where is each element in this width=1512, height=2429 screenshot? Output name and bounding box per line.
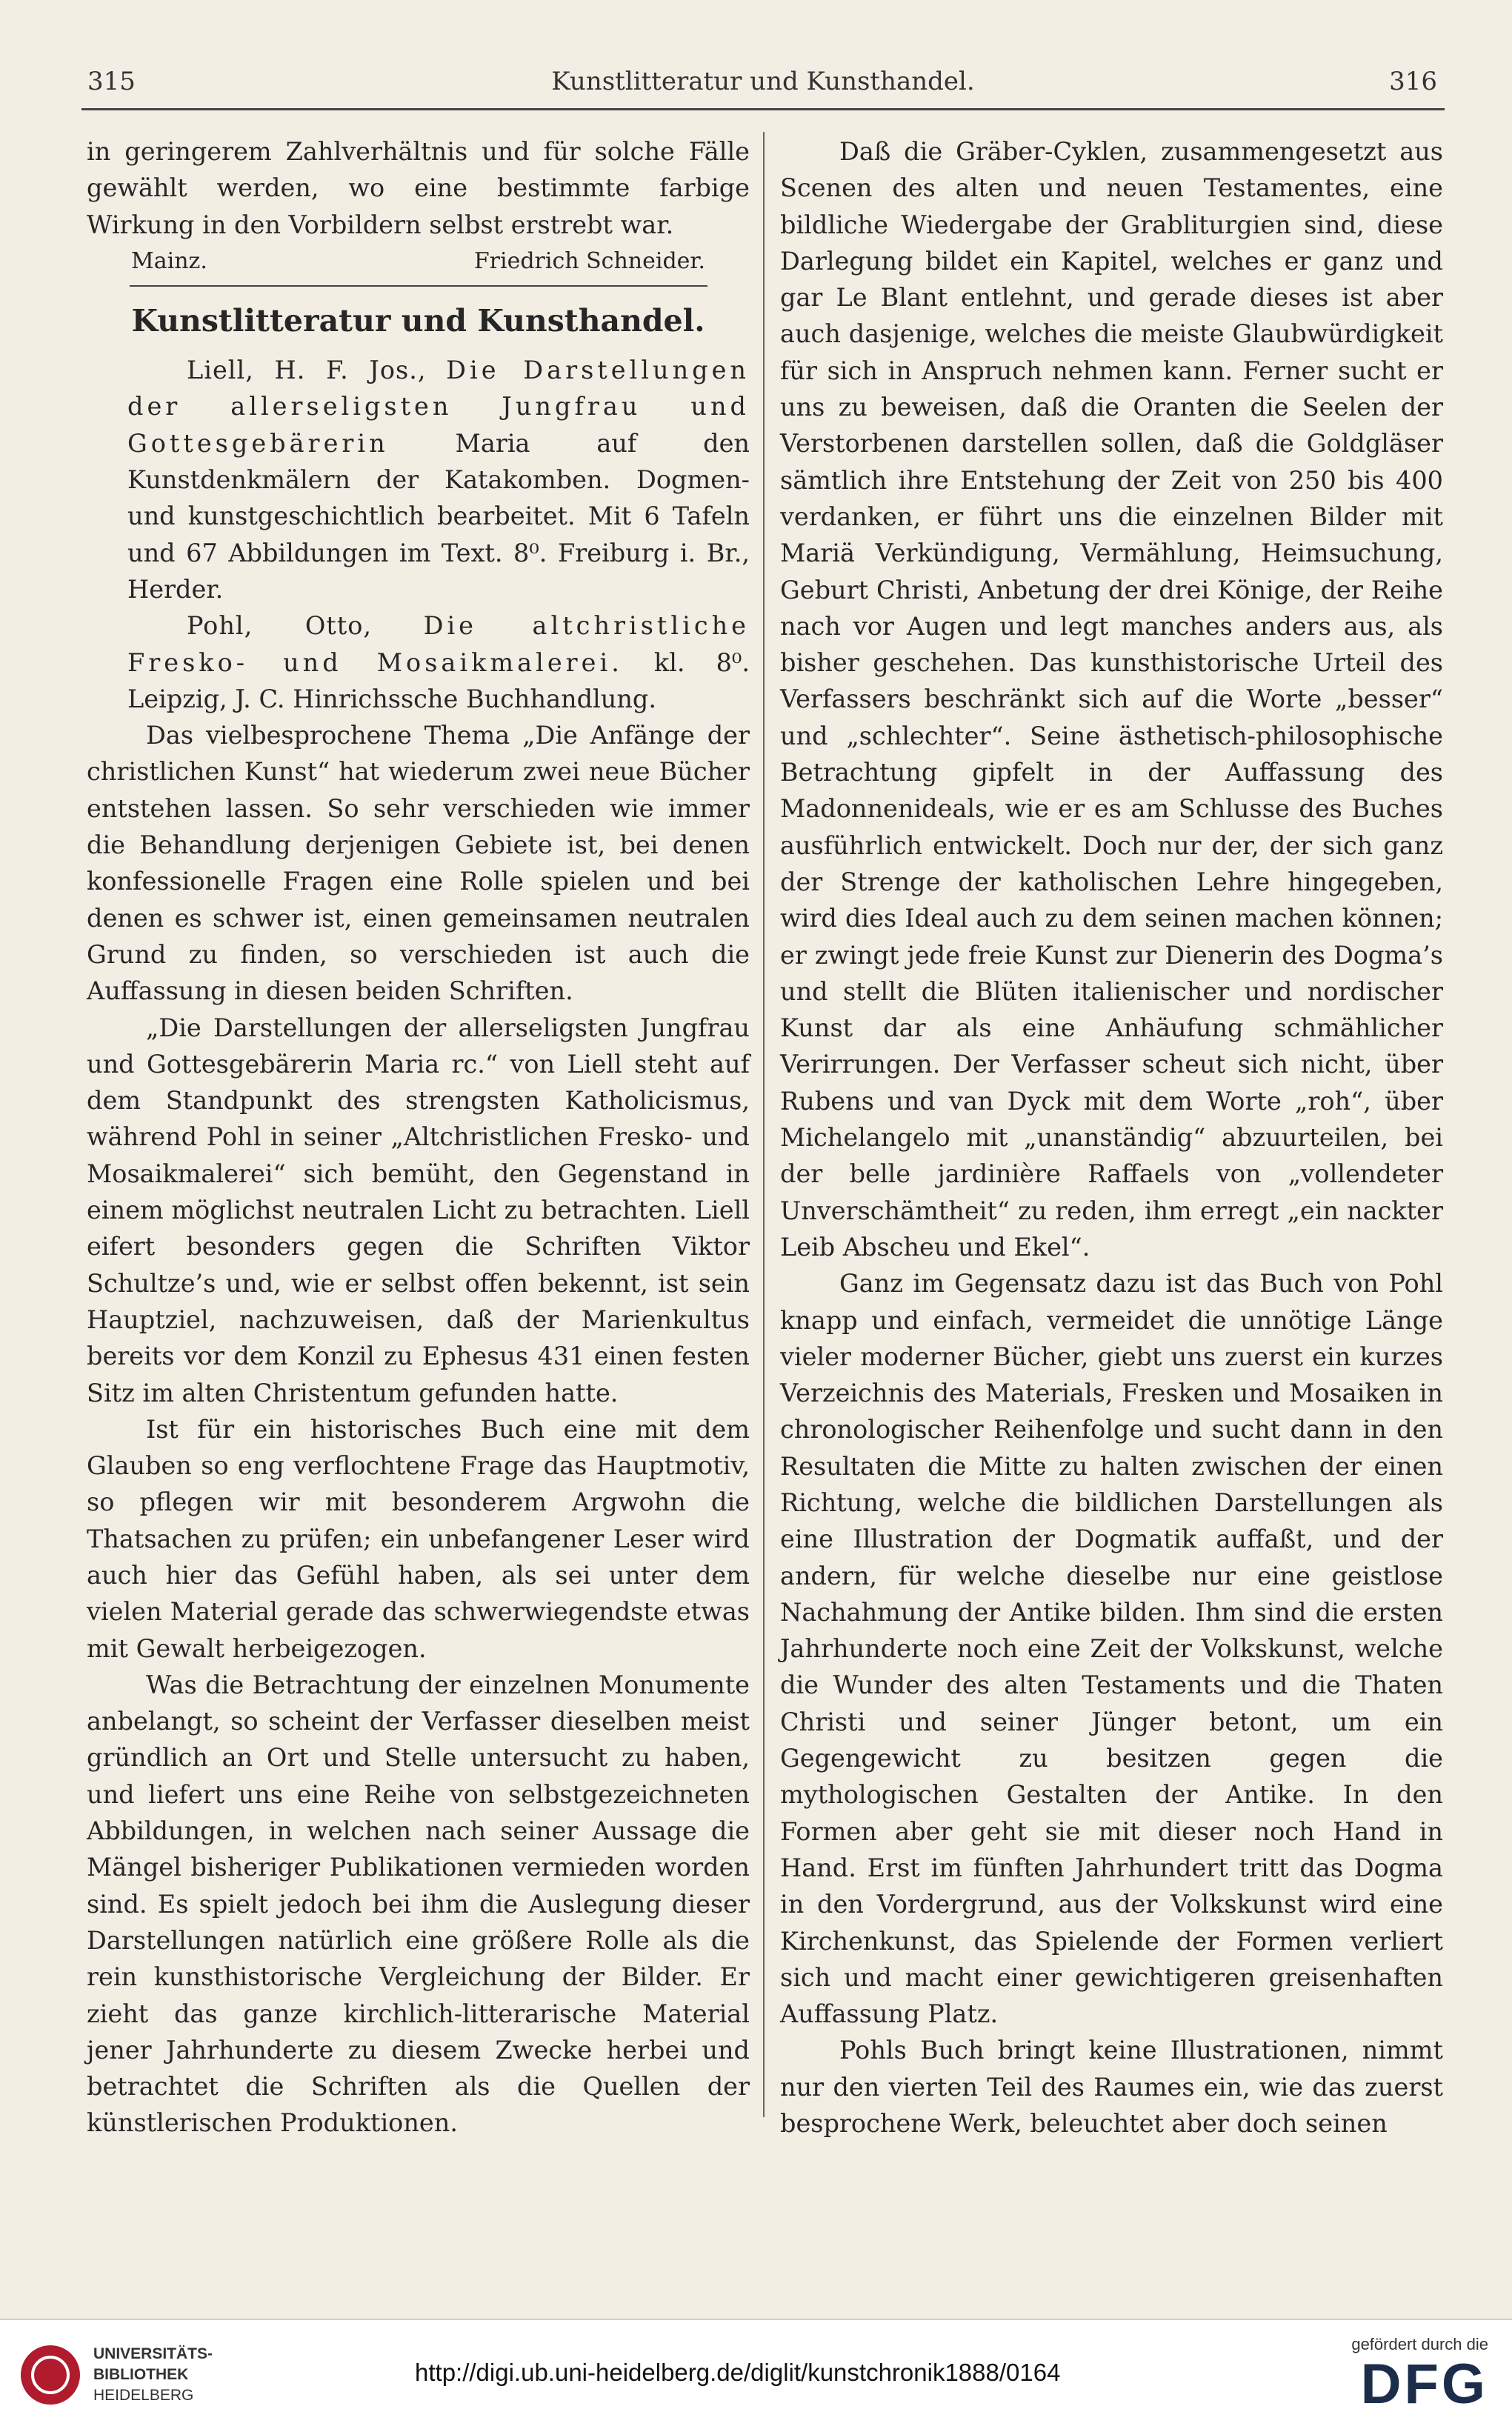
paragraph: Daß die Gräber-Cyklen, zusammengesetzt aus Scenen des alten und neuen Testamentes, eine bildliche Wiedergabe der Grabliturgien sind, diese Darlegung bildet ein Kapitel, welches er ganz und gar Le Blant entlehnt, und gerade dieses ist aber auch dasjenige, welches die meiste Glaubwürdigkeit für sich in Anspruch nehmen kann. Ferner sucht er uns zu beweisen, daß die Oranten die Seelen der Verstorbenen darstellen sollen, daß die Goldgläser sämtlich ihre Entstehung der Zeit von 250 bis 400 verdanken, er führt uns die einzelnen Bilder mit Mariä Verkündigung, Vermählung, Heimsuchung, Geburt Christi, Anbetung der drei Könige, der Reihe nach vor Augen und legt manches anders aus, als bisher geschehen. Das kunsthistorische Urteil des Verfassers beschränkt sich auf die Worte „besser“ und „schlechter“. Seine ästhetisch-philosophische Betrachtung gipfelt in der Auffassung des Madonnenideals, wie er es am Schlusse des Buches ausführlich entwickelt. Doch nur der, der sich ganz der Strenge der katholischen Lehre hingegeben, wird dies Ideal auch zu dem seinen machen können; er zwingt jede freie Kunst zur Dienerin des Dogma’s und stellt die Blüten italienischer und nordischer Kunst dar als eine Anhäufung schmählicher Verirrungen. Der Verfasser scheut sich nicht, über Rubens und van Dyck mit dem Worte „roh“, über Michelangelo mit „unanständig“ abzuurteilen, bei der belle jardinière Raffaels von „vollendeter Unverschämtheit“ zu reden, ihm erregt „ein nackter Leib Abscheu und Ekel“.: [780, 137, 1443, 1262]
signature-line: [87, 243, 750, 279]
page-number-left: 315: [87, 67, 136, 96]
intro-paragraph: in geringerem Zahlverhältnis und für solche Fälle gewählt werden, wo eine bestimmte farbige Wirkung in den Vorbildern selbst erstrebt war.: [87, 137, 750, 239]
university-seal-icon: [21, 2345, 80, 2405]
viewer-footer: [0, 2319, 1512, 2429]
right-column: [780, 133, 1443, 2142]
bibliography-entry-liell: [87, 352, 750, 607]
entry-title: Die altchristliche Fresko- und Mosaikmalerei.: [127, 611, 750, 677]
running-header: [81, 58, 1445, 102]
entry-details: kl. 8⁰. Leipzig, J. C. Hinrichssche Buchhandlung.: [127, 647, 750, 713]
signature-rule: [130, 285, 707, 287]
funded-by-text: gefördert durch die: [1351, 2335, 1488, 2353]
paragraph: Was die Betrachtung der einzelnen Monumente anbelangt, so scheint der Verfasser dieselben meist gründlich an Ort und Stelle untersucht zu haben, und liefert uns eine Reihe von selbstgezeichneten Abbildungen, in welchen nach seiner Aussage die Mängel bisheriger Publikationen vermieden worden sind. Es spielt jedoch bei ihm die Auslegung dieser Darstellungen natürlich eine größere Rolle als die rein kunsthistorische Vergleichung der Bilder. Er zieht das ganze kirchlich-litterarische Material jener Jahrhunderte zu diesem Zwecke herbei und betrachtet die Schriften als die Quellen der künstlerischen Produktionen.: [87, 1670, 750, 2138]
paragraph: „Die Darstellungen der allerseligsten Jungfrau und Gottesgebärerin Maria rc.“ von Liell steht auf dem Standpunkt des strengsten Katholicismus, während Pohl in seiner „Altchristlichen Fresko- und Mosaikmalerei“ sich bemüht, den Gegenstand in einem möglichst neutralen Licht zu betrachten. Liell eifert besonders gegen die Schriften Viktor Schultze’s und, wie er selbst offen bekennt, ist sein Hauptziel, nachzuweisen, daß der Marienkultus bereits vor dem Konzil zu Ephesus 431 einen festen Sitz im alten Christentum gefunden hatte.: [87, 1013, 750, 1407]
section-heading: Kunstlitteratur und Kunsthandel.: [131, 303, 705, 339]
column-divider: [763, 132, 765, 2117]
paragraph: Ganz im Gegensatz dazu ist das Buch von Pohl knapp und einfach, vermeidet die unnötige Länge vieler moderner Bücher, giebt uns zuerst ein kurzes Verzeichnis des Materials, Fresken und Mosaiken in chronologischer Reihenfolge und sucht dann in den Resultaten die Mitte zu halten zwischen der einen Richtung, welche die bildlichen Darstellungen als eine Illustration der Dogmatik auffaßt, und der andern, für welche dieselbe nur eine geistlose Nachahmung der Antike bilden. Ihm sind die ersten Jahrhunderte noch eine Zeit der Volkskunst, welche die Wunder des alten Testaments und die Thaten Christi und seiner Jünger betont, um ein Gegengewicht zu besitzen gegen die mythologischen Gestalten der Antike. In den Formen aber geht sie mit dieser noch Hand in Hand. Erst im fünften Jahrhundert tritt das Dogma in den Vordergrund, aus der Volkskunst wird eine Kirchenkunst, das Spielende der Formen verliert sich und macht einer gewichtigeren greisenhaften Auffassung Platz.: [780, 1269, 1443, 2029]
left-column: [87, 133, 750, 2142]
entry-author: Pohl, Otto,: [187, 611, 373, 641]
library-logo[interactable]: [21, 2339, 287, 2413]
signature-name: Friedrich Schneider.: [473, 247, 705, 274]
paragraph: Das vielbesprochene Thema „Die Anfänge der christlichen Kunst“ hat wiederum zwei neue Bücher entstehen lassen. So sehr verschieden wie immer die Behandlung derjenigen Gebiete ist, bei denen konfessionelle Fragen eine Rolle spielen und bei denen es schwer ist, einen gemeinsamen neutralen Grund zu finden, so verschieden ist auch die Auffassung in diesen beiden Schriften.: [87, 721, 750, 1006]
bibliography-entry-pohl: [87, 607, 750, 717]
dfg-logo[interactable]: [1318, 2335, 1488, 2415]
entry-author: Liell, H. F. Jos.,: [187, 356, 427, 385]
page-number-right: 316: [1389, 67, 1437, 96]
entry-title: Die Darstellungen der allerseligsten Jungfrau und Gottesgebärerin: [127, 356, 750, 458]
entry-details: Maria auf den Kunstdenkmälern der Katakomben. Dogmen- und kunstgeschichtlich bearbeitet. Mit 6 Tafeln und 67 Abbildungen im Text. 8⁰. Freiburg i. Br., Herder.: [127, 428, 750, 604]
running-title: Kunstlitteratur und Kunsthandel.: [551, 67, 975, 96]
dfg-wordmark: DFG: [1360, 2353, 1488, 2416]
header-rule: [81, 108, 1445, 110]
permalink-url[interactable]: http://digi.ub.uni-heidelberg.de/diglit/kunstchronik1888/0164: [415, 2359, 1061, 2386]
library-name: UNIVERSITÄTS- BIBLIOTHEK HEIDELBERG: [93, 2345, 213, 2404]
paragraph: Ist für ein historisches Buch eine mit dem Glauben so eng verflochtene Frage das Hauptmotiv, so pflegen wir mit besonderem Argwohn die Thatsachen zu prüfen; ein unbefangener Leser wird auch hier das Gefühl haben, als sei unter dem vielen Material gerade das schwerwiegendste etwas mit Gewalt herbeigezogen.: [87, 1414, 750, 1663]
paragraph: Pohls Buch bringt keine Illustrationen, nimmt nur den vierten Teil des Raumes ein, wie das zuerst besprochene Werk, beleuchtet aber doch seinen: [780, 2036, 1443, 2139]
signature-place: Mainz.: [131, 247, 207, 274]
